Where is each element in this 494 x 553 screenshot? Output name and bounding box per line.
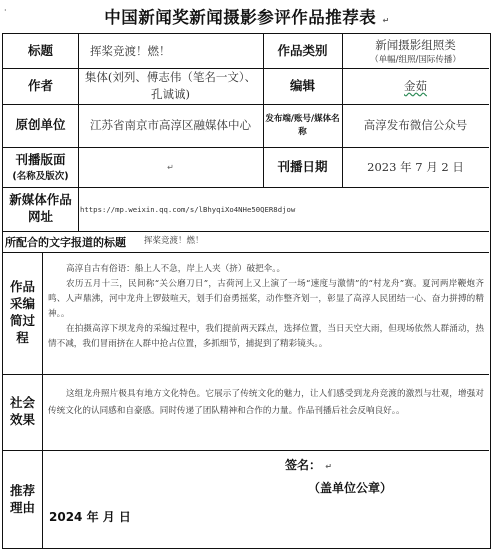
layout-value[interactable] bbox=[78, 147, 263, 187]
url-value[interactable] bbox=[78, 187, 489, 231]
account-label bbox=[263, 104, 342, 147]
recommend-date[interactable]: 2024 年 月 日 bbox=[49, 510, 131, 524]
return-mark-icon: ↵ bbox=[325, 462, 332, 471]
effect-label: 社会效果 bbox=[9, 395, 35, 427]
sign-label bbox=[285, 456, 332, 473]
intro-paragraph: 高淳自古有俗语：船上人不急，岸上人夹（挤）破把伞。。 bbox=[66, 264, 286, 274]
row-divider bbox=[3, 252, 489, 253]
layout-label-text: 刊播版面 bbox=[15, 151, 66, 167]
return-mark-icon: ↵ bbox=[382, 16, 390, 25]
account-value-text: 高淳发布微信公众号 bbox=[363, 118, 468, 133]
title-value-text: 挥桨竞渡！燃！ bbox=[90, 43, 171, 58]
editor-value-text: 金茹 bbox=[404, 78, 427, 93]
category-value-text: 新闻摄影组照类 bbox=[375, 37, 456, 52]
sign-label-text: 签名： bbox=[285, 458, 322, 472]
unit-label: 原创单位 bbox=[15, 117, 66, 133]
page-title bbox=[0, 4, 494, 28]
date-value[interactable] bbox=[342, 147, 489, 187]
effect-text[interactable] bbox=[48, 386, 484, 420]
account-value[interactable] bbox=[342, 104, 489, 147]
intro-paragraph: 在拍摄高淳下坝龙舟的采编过程中，我们提前两天踩点，选择位置，当日天空大雨，但现场依然人群涌动，热情不减，我们冒雨挤在人群中抢占位置，多抓细节，捕捉到了精彩镜头。。 bbox=[48, 324, 484, 349]
return-mark-icon: ↵ bbox=[167, 162, 174, 172]
category-options: （单幅/组照/国际传播） bbox=[370, 55, 461, 66]
report-value[interactable]: 挥桨竞渡！燃！ bbox=[144, 236, 204, 247]
recommend-label: 推荐理由 bbox=[9, 482, 35, 515]
author-value[interactable] bbox=[78, 68, 263, 104]
category-value[interactable] bbox=[342, 34, 489, 68]
intro-text[interactable] bbox=[48, 262, 484, 352]
url-label: 新媒体作品网址 bbox=[9, 192, 72, 224]
editor-label: 编辑 bbox=[289, 77, 315, 93]
row-divider bbox=[3, 374, 489, 375]
row-divider bbox=[3, 450, 489, 451]
title-label: 标题 bbox=[27, 42, 53, 58]
date-value-text: 2023 年 7 月 2 日 bbox=[367, 159, 464, 174]
editor-value[interactable] bbox=[342, 68, 489, 104]
unit-value-text: 江苏省南京市高淳区融媒体中心 bbox=[90, 118, 251, 133]
seal-label: （盖单位公章） bbox=[308, 481, 393, 495]
author-label: 作者 bbox=[27, 77, 53, 93]
url-link[interactable]: https://mp.weixin.qq.com/s/lBhyqiXo4NHe50QER8djow bbox=[80, 204, 296, 214]
col-divider bbox=[42, 252, 43, 549]
account-label-text: 发布端/账号/媒体名称 bbox=[265, 113, 340, 137]
title-value[interactable] bbox=[78, 34, 263, 68]
date-label: 刊播日期 bbox=[277, 158, 328, 174]
intro-label: 作品采编简过程 bbox=[9, 279, 35, 345]
recommendation-form bbox=[2, 33, 491, 549]
title-dot: · bbox=[4, 6, 8, 15]
report-label: 所配合的文字报道的标题 bbox=[5, 235, 126, 249]
layout-label-sub: (名称及版次) bbox=[12, 171, 69, 183]
author-value-text: 集体(刘列、傅志伟（笔名一文）、孔诚诚) bbox=[84, 70, 257, 101]
category-label: 作品类别 bbox=[277, 42, 328, 58]
effect-paragraph: 这组龙舟照片极具有地方文化特色。它展示了传统文化的魅力，让人们感受到龙舟竞渡的激烈与壮观，增强对传统文化的认同感和自豪感。同时传递了团队精神和合作的力量。作品刊播后社会反响良好。。 bbox=[48, 389, 484, 416]
page-title-text: 中国新闻奖新闻摄影参评作品推荐表 bbox=[104, 8, 377, 27]
report-row bbox=[3, 231, 489, 252]
intro-paragraph: 农历五月十三，民间称“关公磨刀日”，古荷河上又上演了一场“速度与激情”的“村龙舟”赛。夏河两岸鞭炮齐鸣、人声鼎沸，河中龙舟上锣鼓喧天，划手们奋勇摇桨，动作整齐划一，彰显了高淳人民团结一心、奋力拼搏的精神。。 bbox=[48, 279, 484, 319]
unit-value[interactable] bbox=[78, 104, 263, 147]
layout-label bbox=[3, 147, 78, 187]
